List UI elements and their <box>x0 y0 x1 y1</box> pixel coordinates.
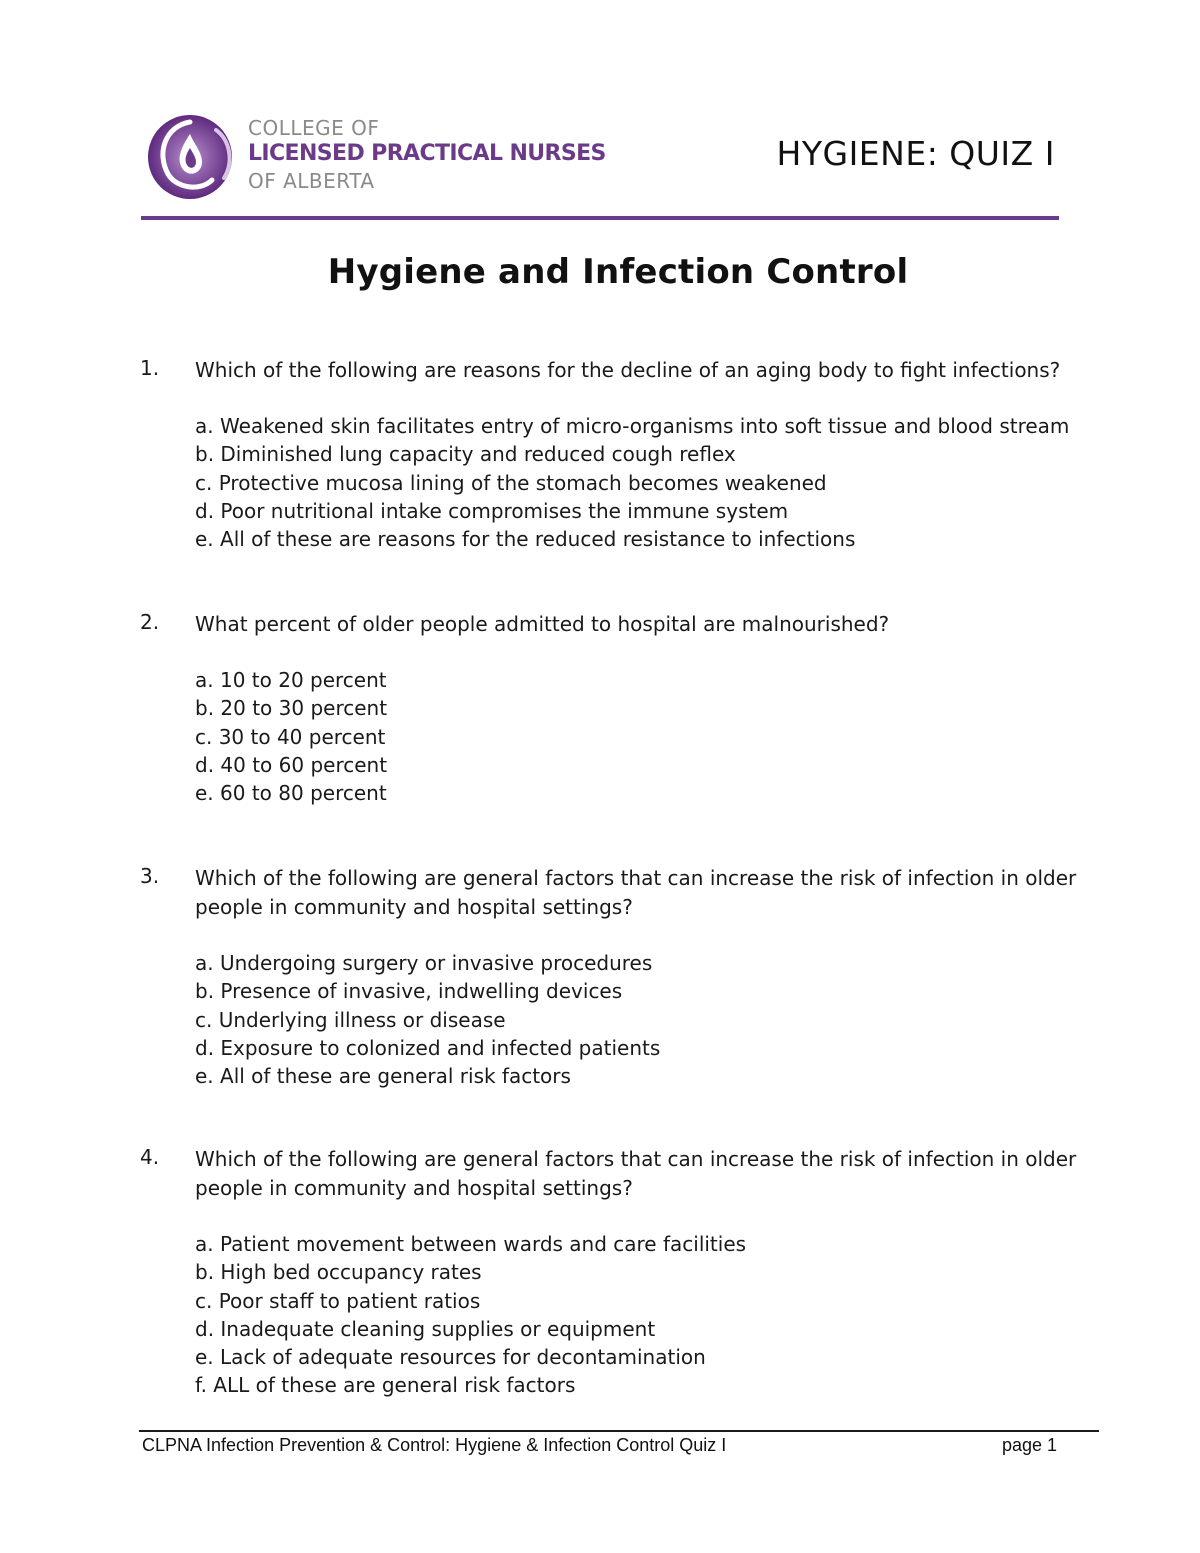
answer-option-e: e. Lack of adequate resources for decontamination <box>195 1345 706 1370</box>
droplet-swirl-logo-icon <box>146 112 242 202</box>
footer-divider <box>139 1430 1099 1432</box>
question-text: What percent of older people admitted to hospital are malnourished? <box>195 612 890 636</box>
clpna-logo <box>146 112 606 202</box>
answer-option-b: b. Presence of invasive, indwelling devices <box>195 979 623 1004</box>
answer-options <box>195 1230 1100 1400</box>
answer-option-c: c. Underlying illness or disease <box>195 1007 506 1032</box>
question-3 <box>140 864 1100 1090</box>
answer-option-d: d. Inadequate cleaning supplies or equipment <box>195 1316 656 1341</box>
header-divider <box>141 216 1059 220</box>
answer-option-d: d. Poor nutritional intake compromises the immune system <box>195 498 789 523</box>
logo-line-college-of: COLLEGE OF <box>248 116 380 140</box>
document-title: Hygiene and Infection Control <box>327 252 909 292</box>
answer-option-a: a. Undergoing surgery or invasive procedures <box>195 951 653 975</box>
answer-options <box>195 412 1100 553</box>
logo-wordmark <box>248 116 606 195</box>
answer-option-b: b. High bed occupancy rates <box>195 1260 482 1285</box>
quiz-title: HYGIENE: QUIZ I <box>776 134 1055 173</box>
answer-option-b: b. Diminished lung capacity and reduced cough reflex <box>195 442 736 467</box>
answer-option-e: e. All of these are general risk factors <box>195 1064 571 1089</box>
answer-option-d: d. Exposure to colonized and infected patients <box>195 1035 661 1060</box>
answer-option-a: a. Patient movement between wards and care facilities <box>195 1232 747 1256</box>
footer-document-name: CLPNA Infection Prevention & Control: Hygiene & Infection Control Quiz I <box>142 1435 727 1455</box>
question-number: 4. <box>140 1145 160 1169</box>
answer-option-e: e. All of these are reasons for the reduced resistance to infections <box>195 527 856 552</box>
question-number: 2. <box>140 610 160 634</box>
question-number: 3. <box>140 864 160 888</box>
answer-option-e: e. 60 to 80 percent <box>195 781 387 806</box>
answer-option-c: c. Poor staff to patient ratios <box>195 1288 481 1313</box>
answer-option-a: a. 10 to 20 percent <box>195 668 387 692</box>
answer-option-c: c. Protective mucosa lining of the stomach becomes weakened <box>195 470 827 495</box>
answer-option-a: a. Weakened skin facilitates entry of micro-organisms into soft tissue and blood stream <box>195 414 1070 438</box>
question-text: Which of the following are general factors that can increase the risk of infection in older people in community and hospital settings? <box>195 866 1077 919</box>
question-text: Which of the following are general factors that can increase the risk of infection in older people in community and hospital settings? <box>195 1147 1077 1200</box>
answer-option-c: c. 30 to 40 percent <box>195 724 386 749</box>
answer-option-d: d. 40 to 60 percent <box>195 752 388 777</box>
answer-option-f: f. ALL of these are general risk factors <box>195 1373 576 1398</box>
question-2 <box>140 610 1100 807</box>
logo-line-alberta: OF ALBERTA <box>248 169 375 193</box>
question-1 <box>140 356 1100 553</box>
answer-options <box>195 666 1100 807</box>
answer-options <box>195 949 1100 1090</box>
page-number: page 1 <box>1001 1435 1057 1455</box>
question-number: 1. <box>140 356 160 380</box>
logo-line-lpn: LICENSED PRACTICAL NURSES <box>248 141 606 166</box>
question-4 <box>140 1145 1100 1400</box>
answer-option-b: b. 20 to 30 percent <box>195 696 388 721</box>
question-text: Which of the following are reasons for the decline of an aging body to fight infections? <box>195 358 1061 382</box>
